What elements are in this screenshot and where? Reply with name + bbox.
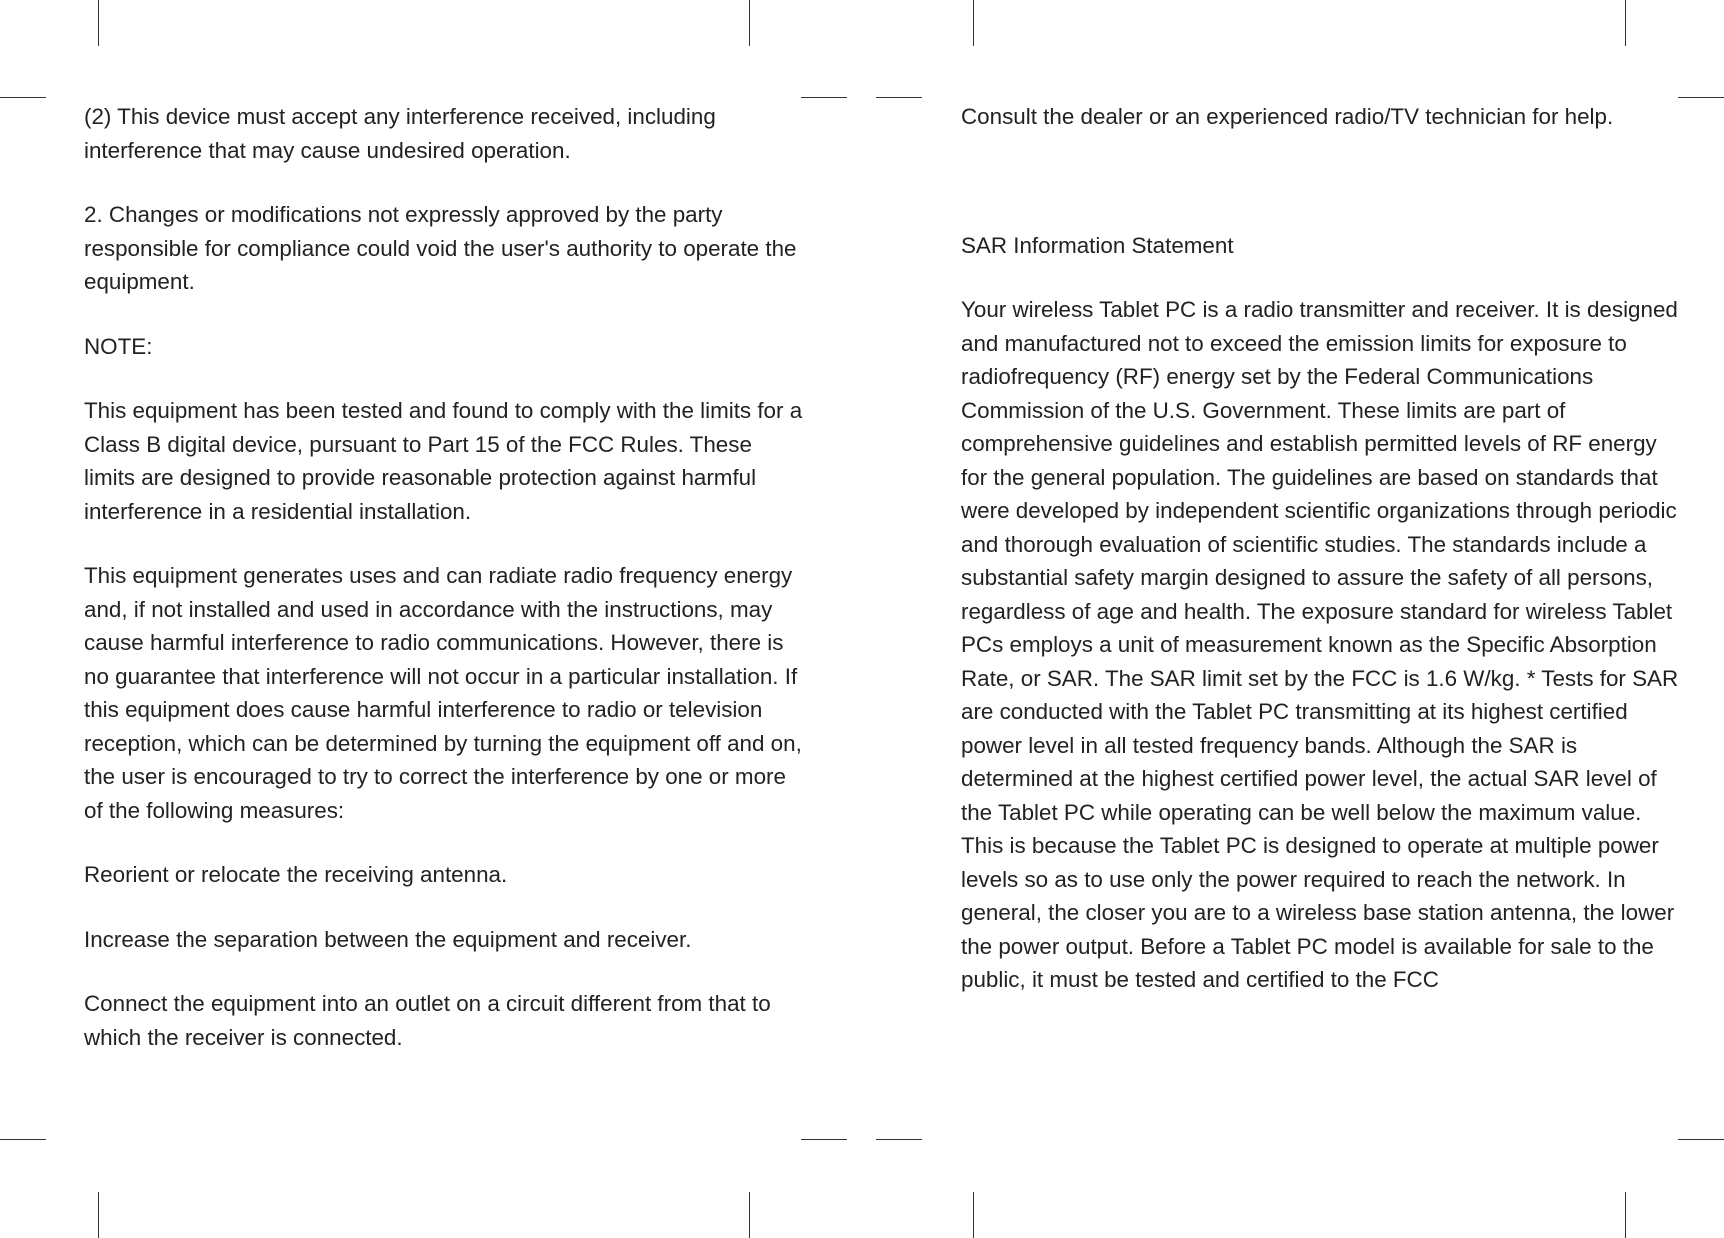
crop-mark [973, 0, 974, 46]
right-page [961, 100, 1681, 1028]
consult-dealer: Consult the dealer or an experienced radio/TV technician for help. [961, 104, 1614, 129]
measure-separation: Increase the separation between the equipment and receiver. [84, 926, 692, 952]
crop-mark [98, 1192, 99, 1238]
crop-mark [801, 1139, 847, 1140]
crop-mark [1625, 0, 1626, 46]
crop-mark [1625, 1192, 1626, 1238]
crop-mark [749, 1192, 750, 1238]
crop-mark [1678, 97, 1724, 98]
crop-mark [801, 97, 847, 98]
crop-mark [1678, 1139, 1724, 1140]
note-label: NOTE: [84, 333, 153, 359]
paragraph-class-b: This equipment has been tested and found to comply with the limits for a Class B digital device, pursuant to Part 15 of the FCC Rules. These limits are designed to provide reasonable protection against harmful interference in a residential installation. [84, 398, 803, 524]
crop-mark [0, 1139, 46, 1140]
paragraph-radiation: This equipment generates uses and can radiate radio frequency energy and, if not installed and used in accordance with the instructions, may cause harmful interference to radio communications. However, there is no guarantee that interference will not occur in a particular installation. If this equipment does cause harmful interference to radio or television reception, which can be determined by turning the equipment off and on, the user is encouraged to try to correct the interference by one or more of the following measures: [84, 563, 802, 823]
sar-body: Your wireless Tablet PC is a radio transmitter and receiver. It is designed and manufactured not to exceed the emission limits for exposure to radiofrequency (RF) energy set by the Federal Communications Commission of the U.S. Government. These limits are part of comprehensive guidelines and establish permitted levels of RF energy for the general population. The guidelines are based on standards that were developed by independent scientific organizations through periodic and thorough evaluation of scientific studies. The standards include a substantial safety margin designed to assure the safety of all persons, regardless of age and health. The exposure standard for wireless Tablet PCs employs a unit of measurement known as the Specific Absorption Rate, or SAR. The SAR limit set by the FCC is 1.6 W/kg. * Tests for SAR are conducted with the Tablet PC transmitting at its highest certified power level in all tested frequency bands. Although the SAR is determined at the highest certified power level, the actual SAR level of the Tablet PC while operating can be well below the maximum value. This is because the Tablet PC is designed to operate at multiple power levels so as to use only the power required to reach the network. In general, the closer you are to a wireless base station antenna, the lower the power output. Before a Tablet PC model is available for sale to the public, it must be tested and certified to the FCC [961, 297, 1679, 992]
crop-mark [876, 1139, 922, 1140]
crop-mark [0, 97, 46, 98]
paragraph-modifications: 2. Changes or modifications not expressly approved by the party responsible for compliance could void the user's authority to operate the equipment. [84, 202, 797, 294]
crop-mark [98, 0, 99, 46]
crop-mark [876, 97, 922, 98]
paragraph-interference: (2) This device must accept any interference received, including interference that may cause undesired operation. [84, 104, 716, 163]
measure-outlet: Connect the equipment into an outlet on a circuit different from that to which the receiver is connected. [84, 991, 771, 1050]
crop-mark [973, 1192, 974, 1238]
sar-heading: SAR Information Statement [961, 232, 1234, 258]
crop-mark [749, 0, 750, 46]
left-page [84, 100, 804, 1085]
measure-reorient: Reorient or relocate the receiving antenna. [84, 862, 508, 887]
